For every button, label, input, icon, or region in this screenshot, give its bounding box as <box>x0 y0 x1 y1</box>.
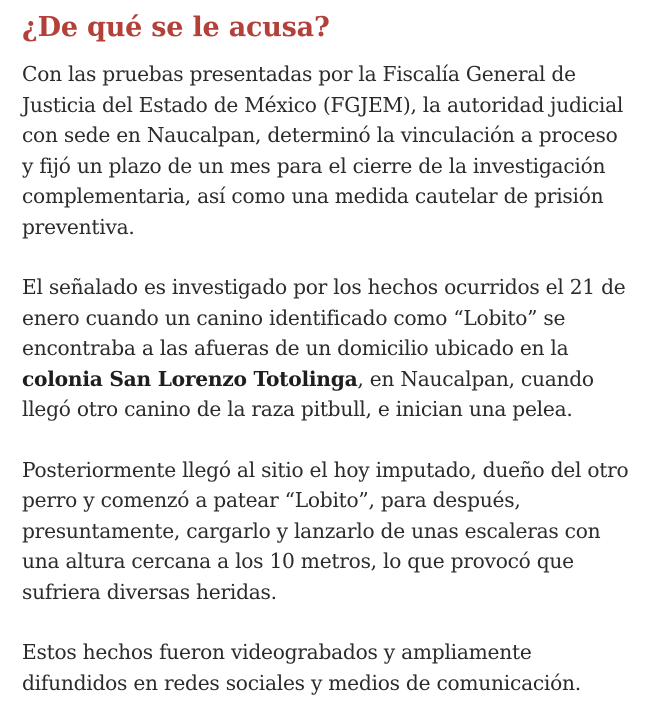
paragraph-aggression: Posteriormente llegó al sitio el hoy imputado, dueño del otro perro y comenzó a patear “Lobito”, para después, presuntamente, cargarlo y lanzarlo de unas escaleras con una altura cercana a los 10 metros, lo que provocó que sufriera diversas heridas. <box>22 457 629 604</box>
paragraph-evidence: Con las pruebas presentadas por la Fiscalía General de Justicia del Estado de México (FGJEM), la autoridad judicial con sede en Naucalpan, determinó la vinculación a proceso y fijó un plazo de un mes para el cierre de la investigación complementaria, así como una medida cautelar de prisión preventiva. <box>22 62 624 239</box>
paragraph-media: Estos hechos fueron videograbados y ampliamente difundidos en redes sociales y medios de comunicación. <box>22 640 581 695</box>
paragraph-incident-text-start: El señalado es investigado por los hechos ocurridos el 21 de enero cuando un canino identificado como “Lobito” se encontraba a las afueras de un domicilio ubicado en la <box>22 275 626 360</box>
paragraph-incident-text-end: , en Naucalpan, cuando llegó otro canino de la raza pitbull, e inician una pelea. <box>22 366 594 421</box>
section-heading: ¿De qué se le acusa? <box>22 12 330 43</box>
location-highlight: colonia San Lorenzo Totolinga <box>22 366 358 391</box>
paragraph-incident <box>22 272 630 425</box>
